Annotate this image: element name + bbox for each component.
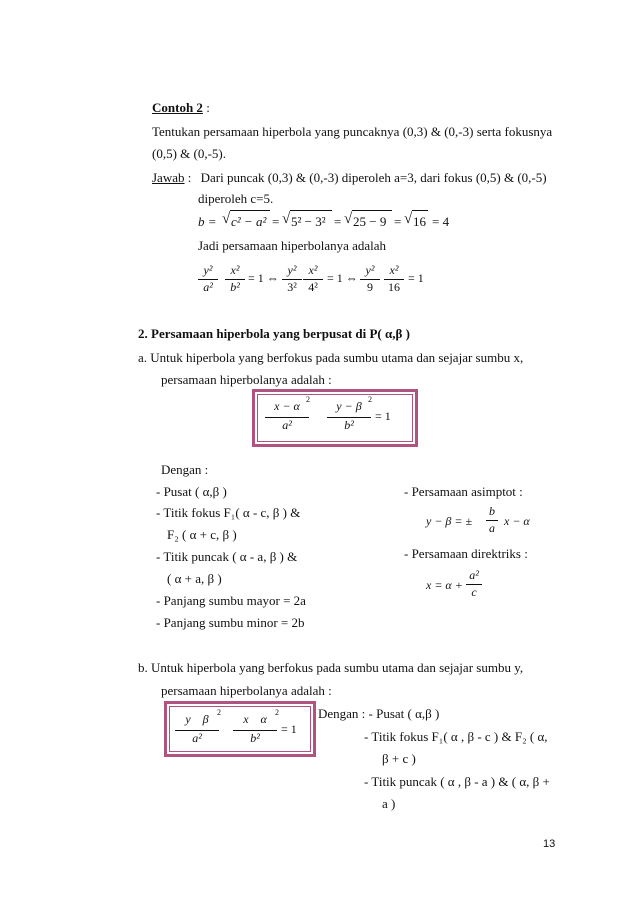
equation-eq-1: = 1 ⇔ [248, 271, 279, 285]
sqrt-icon: √ [282, 211, 291, 227]
fraction-denominator: 4² [303, 279, 323, 295]
sqrt-overline [230, 210, 270, 211]
box-a-exponent-2: 2 [368, 395, 372, 404]
list-item: ( α + a, β ) [167, 571, 222, 586]
question-line-2: (0,5) & (0,-5). [152, 146, 227, 161]
fraction-numerator: x² [230, 263, 240, 277]
sqrt-overline [412, 210, 428, 211]
fraction-2 [225, 263, 245, 295]
conclusion-text: Jadi persamaan hiperbolanya adalah [198, 238, 387, 253]
box-a-eq: = 1 [375, 409, 391, 423]
example-heading: Contoh 2 [152, 100, 203, 115]
dengan-label: Dengan : [161, 462, 209, 477]
fraction-denominator: 9 [360, 279, 380, 295]
fraction-4 [303, 263, 323, 295]
fraction-denominator: a² [265, 417, 309, 433]
formula-b-sqrt3: 25 − 9 [353, 214, 387, 229]
equation-box-a [252, 389, 418, 447]
part-b-line-1: b. Untuk hiperbola yang berfokus pada sumbu utama dan sejajar sumbu y, [138, 660, 524, 675]
fraction-numerator: x α [243, 712, 267, 726]
part-a-line-2: persamaan hiperbolanya adalah : [161, 372, 332, 387]
box-b-fraction-2 [233, 712, 277, 746]
answer-line-1: Dari puncak (0,3) & (0,-3) diperoleh a=3, dari fokus (0,5) & (0,-5) [200, 170, 547, 185]
box-b-exponent-2: 2 [275, 708, 279, 717]
fraction-denominator: b² [225, 279, 245, 295]
fraction-denominator: c [466, 584, 482, 600]
answer-row [152, 170, 547, 186]
part-b-dengan: Dengan : - Pusat ( α,β ) [318, 706, 440, 721]
list-item: F₂ ( α + c, β ) [167, 527, 237, 542]
asimptot-fraction [486, 504, 498, 536]
asimptot-rhs: x − α [504, 514, 530, 528]
fraction-numerator: x − α [274, 399, 300, 413]
direktriks-lhs: x = α + [426, 578, 463, 592]
fraction-denominator: b² [327, 417, 371, 433]
asimptot-label: - Persamaan asimptot : [404, 484, 523, 499]
list-item: - Pusat ( α,β ) [156, 484, 227, 499]
page-number: 13 [543, 838, 556, 850]
fraction-denominator: a² [175, 730, 219, 746]
fraction-denominator: b² [233, 730, 277, 746]
fraction-numerator: y − β [336, 399, 362, 413]
fraction-denominator: 16 [384, 279, 404, 295]
list-item: - Titik puncak ( α - a, β ) & [156, 549, 298, 564]
formula-b-eq3: = [394, 214, 402, 229]
formula-b-sqrt4: 16 [413, 214, 426, 229]
list-item: - Titik fokus F₁( α - c, β ) & [156, 505, 301, 520]
fraction-numerator: y² [287, 263, 297, 277]
asimptot-lhs: y − β = ± [426, 514, 473, 528]
box-b-exponent-1: 2 [217, 708, 221, 717]
formula-b-sqrt2: 5² − 3² [291, 214, 326, 229]
list-item: - Titik fokus F₁( α , β - c ) & F₂ ( α, [364, 729, 548, 744]
fraction-numerator: x² [389, 263, 399, 277]
section-2-heading: 2. Persamaan hiperbola yang berpusat di P( α,β ) [138, 326, 410, 341]
equation-eq-3: = 1 [408, 271, 424, 285]
sqrt-icon: √ [222, 211, 231, 227]
list-item: - Panjang sumbu minor = 2b [156, 615, 305, 630]
part-b-line-2: persamaan hiperbolanya adalah : [161, 683, 332, 698]
fraction-numerator: y β [185, 712, 209, 726]
fraction-denominator: a² [198, 279, 218, 295]
answer-line-2: diperoleh c=5. [198, 191, 274, 206]
formula-b-eq2: = [334, 214, 342, 229]
sqrt-icon: √ [404, 211, 413, 227]
box-b-fraction-1 [175, 712, 219, 746]
box-b-eq: = 1 [281, 722, 297, 736]
fraction-3 [282, 263, 302, 295]
formula-b-lhs: b = [198, 214, 217, 229]
formula-b-eq1: = [272, 214, 280, 229]
box-a-fraction-1 [265, 399, 309, 433]
example-heading-colon: : [206, 100, 210, 115]
part-a-line-1: a. Untuk hiperbola yang berfokus pada sumbu utama dan sejajar sumbu x, [138, 350, 524, 365]
box-a-fraction-2 [327, 399, 371, 433]
list-item: - Panjang sumbu mayor = 2a [156, 593, 306, 608]
equation-eq-2: = 1 ⇔ [327, 271, 358, 285]
formula-b-result: = 4 [432, 214, 450, 229]
answer-label: Jawab [152, 170, 185, 185]
fraction-numerator: b [489, 504, 495, 518]
sqrt-icon: √ [344, 211, 353, 227]
answer-colon: : [187, 170, 192, 185]
example-heading-row [152, 100, 210, 116]
direktriks-label: - Persamaan direktriks : [404, 546, 528, 561]
fraction-5 [360, 263, 380, 295]
sqrt-overline [352, 210, 392, 211]
fraction-numerator: a² [469, 568, 479, 582]
fraction-numerator: y² [203, 263, 213, 277]
fraction-numerator: y² [365, 263, 375, 277]
fraction-numerator: x² [308, 263, 318, 277]
formula-b-sqrt1: c² − a² [231, 214, 267, 229]
list-item: β + c ) [382, 751, 416, 766]
fraction-denominator: a [486, 520, 498, 536]
box-a-exponent-1: 2 [306, 395, 310, 404]
question-line-1: Tentukan persamaan hiperbola yang puncaknya (0,3) & (0,-3) serta fokusnya [152, 124, 553, 139]
direktriks-fraction [466, 568, 482, 600]
list-item: a ) [382, 796, 396, 811]
fraction-1 [198, 263, 218, 295]
fraction-denominator: 3² [282, 279, 302, 295]
equation-box-b [164, 701, 316, 757]
fraction-6 [384, 263, 404, 295]
sqrt-overline [290, 210, 332, 211]
list-item: - Titik puncak ( α , β - a ) & ( α, β + [364, 774, 550, 789]
